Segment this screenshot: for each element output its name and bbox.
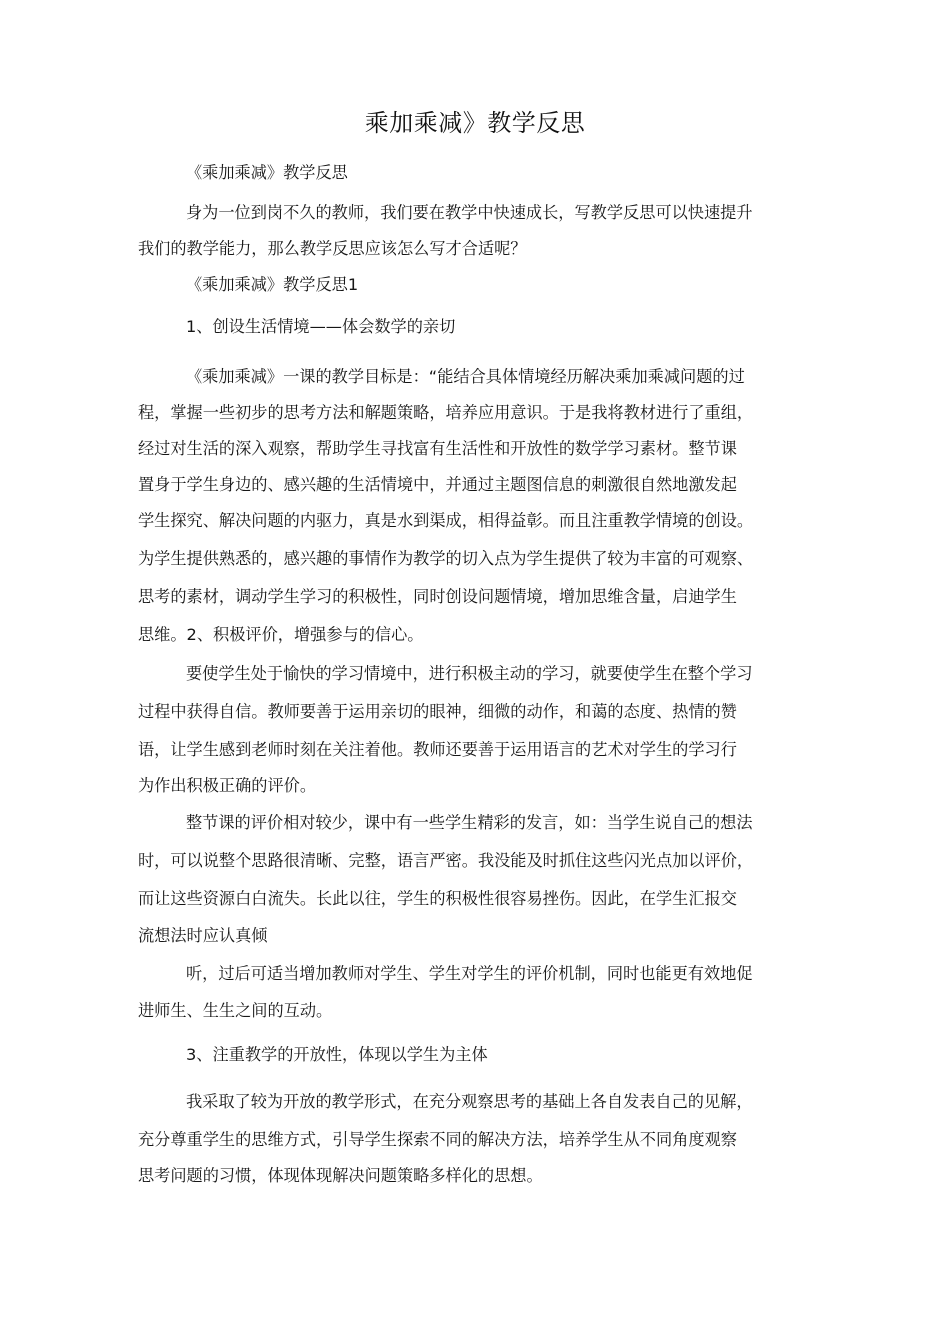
paragraph-line: 思考的素材，调动学生学习的积极性，同时创设问题情境，增加思维含量，启迪学生 [138,587,737,606]
subtitle-line: 《乘加乘减》教学反思 [186,163,348,182]
paragraph-line: 语，让学生感到老师时刻在关注着他。教师还要善于运用语言的艺术对学生的学习行 [138,740,737,759]
paragraph-line: 思考问题的习惯，体现体现解决问题策略多样化的思想。 [138,1166,543,1185]
paragraph-line: 流想法时应认真倾 [138,926,268,945]
paragraph-line: 经过对生活的深入观察，帮助学生寻找富有生活性和开放性的数学学习素材。整节课 [138,439,737,458]
paragraph-line: 《乘加乘减》一课的教学目标是：“能结合具体情境经历解决乘加乘减问题的过 [186,367,745,386]
intro-line: 身为一位到岗不久的教师，我们要在教学中快速成长，写教学反思可以快速提升 [186,203,753,222]
paragraph-line: 充分尊重学生的思维方式，引导学生探索不同的解决方法，培养学生从不同角度观察 [138,1130,737,1149]
section-heading: 3、注重教学的开放性，体现以学生为主体 [186,1045,488,1064]
paragraph-line: 思维。2、积极评价，增强参与的信心。 [138,625,424,644]
paragraph-line: 置身于学生身边的、感兴趣的生活情境中，并通过主题图信息的刺激很自然地激发起 [138,475,737,494]
paragraph-line: 为学生提供熟悉的，感兴趣的事情作为教学的切入点为学生提供了较为丰富的可观察、 [138,549,754,568]
document-title: 乘加乘减》教学反思 [364,109,586,137]
paragraph-line: 过程中获得自信。教师要善于运用亲切的眼神，细微的动作，和蔼的态度、热情的赞 [138,702,737,721]
paragraph-line: 时，可以说整个思路很清晰、完整，语言严密。我没能及时抓住这些闪光点加以评价， [138,851,754,870]
paragraph-line: 学生探究、解决问题的内驱力，真是水到渠成，相得益彰。而且注重教学情境的创设。 [138,511,754,530]
paragraph-line: 我采取了较为开放的教学形式，在充分观察思考的基础上各自发表自己的见解， [186,1092,753,1111]
paragraph-line: 整节课的评价相对较少，课中有一些学生精彩的发言，如：当学生说自己的想法 [186,813,753,832]
paragraph-line: 进师生、生生之间的互动。 [138,1001,333,1020]
paragraph-line: 而让这些资源白白流失。长此以往，学生的积极性很容易挫伤。因此，在学生汇报交 [138,889,737,908]
intro-line: 我们的教学能力，那么教学反思应该怎么写才合适呢？ [138,239,527,258]
section-heading: 1、创设生活情境——体会数学的亲切 [186,317,456,336]
section-heading: 《乘加乘减》教学反思1 [186,275,359,294]
paragraph-line: 听，过后可适当增加教师对学生、学生对学生的评价机制，同时也能更有效地促 [186,964,753,983]
paragraph-line: 为作出积极正确的评价。 [138,776,317,795]
paragraph-line: 要使学生处于愉快的学习情境中，进行积极主动的学习，就要使学生在整个学习 [186,664,753,683]
paragraph-line: 程，掌握一些初步的思考方法和解题策略，培养应用意识。于是我将教材进行了重组， [138,403,754,422]
